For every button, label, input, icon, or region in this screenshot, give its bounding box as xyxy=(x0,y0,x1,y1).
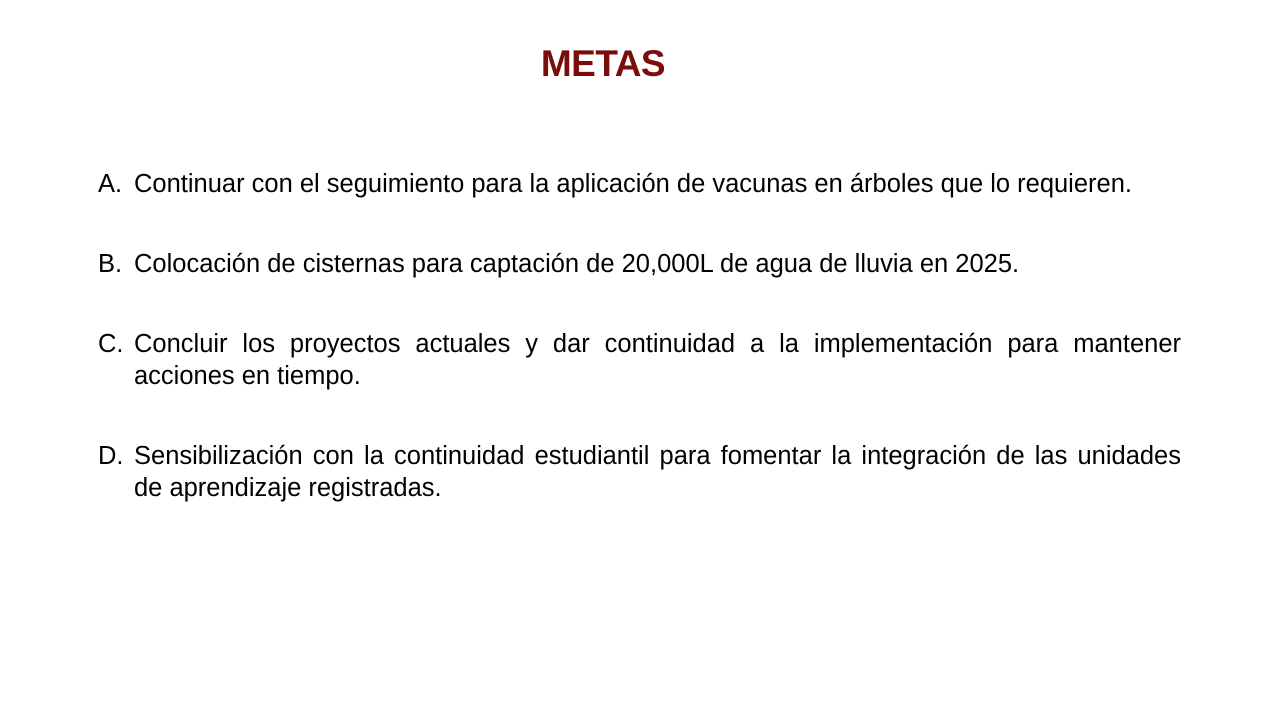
goal-item-c xyxy=(98,328,1181,392)
goal-letter-d: D. xyxy=(98,442,124,470)
goal-item-d xyxy=(98,440,1181,504)
goal-letter-a: A. xyxy=(98,170,123,198)
goal-text-a: Continuar con el seguimiento para la aplicación de vacunas en árboles que lo requieren. xyxy=(134,170,1132,198)
goal-letter-b: B. xyxy=(98,250,123,278)
goal-item-a xyxy=(98,168,1181,200)
goal-item-b xyxy=(98,248,1181,280)
goal-letter-c: C. xyxy=(98,330,124,358)
goals-list xyxy=(98,168,1181,552)
goal-text-c: Concluir los proyectos actuales y dar continuidad a la implementación para mantener acciones en tiempo. xyxy=(134,330,1181,390)
goal-text-b: Colocación de cisternas para captación de 20,000L de agua de lluvia en 2025. xyxy=(134,250,1020,278)
goal-text-d: Sensibilización con la continuidad estudiantil para fomentar la integración de las unidades de aprendizaje registradas. xyxy=(134,442,1181,502)
slide-title: METAS xyxy=(540,43,666,84)
